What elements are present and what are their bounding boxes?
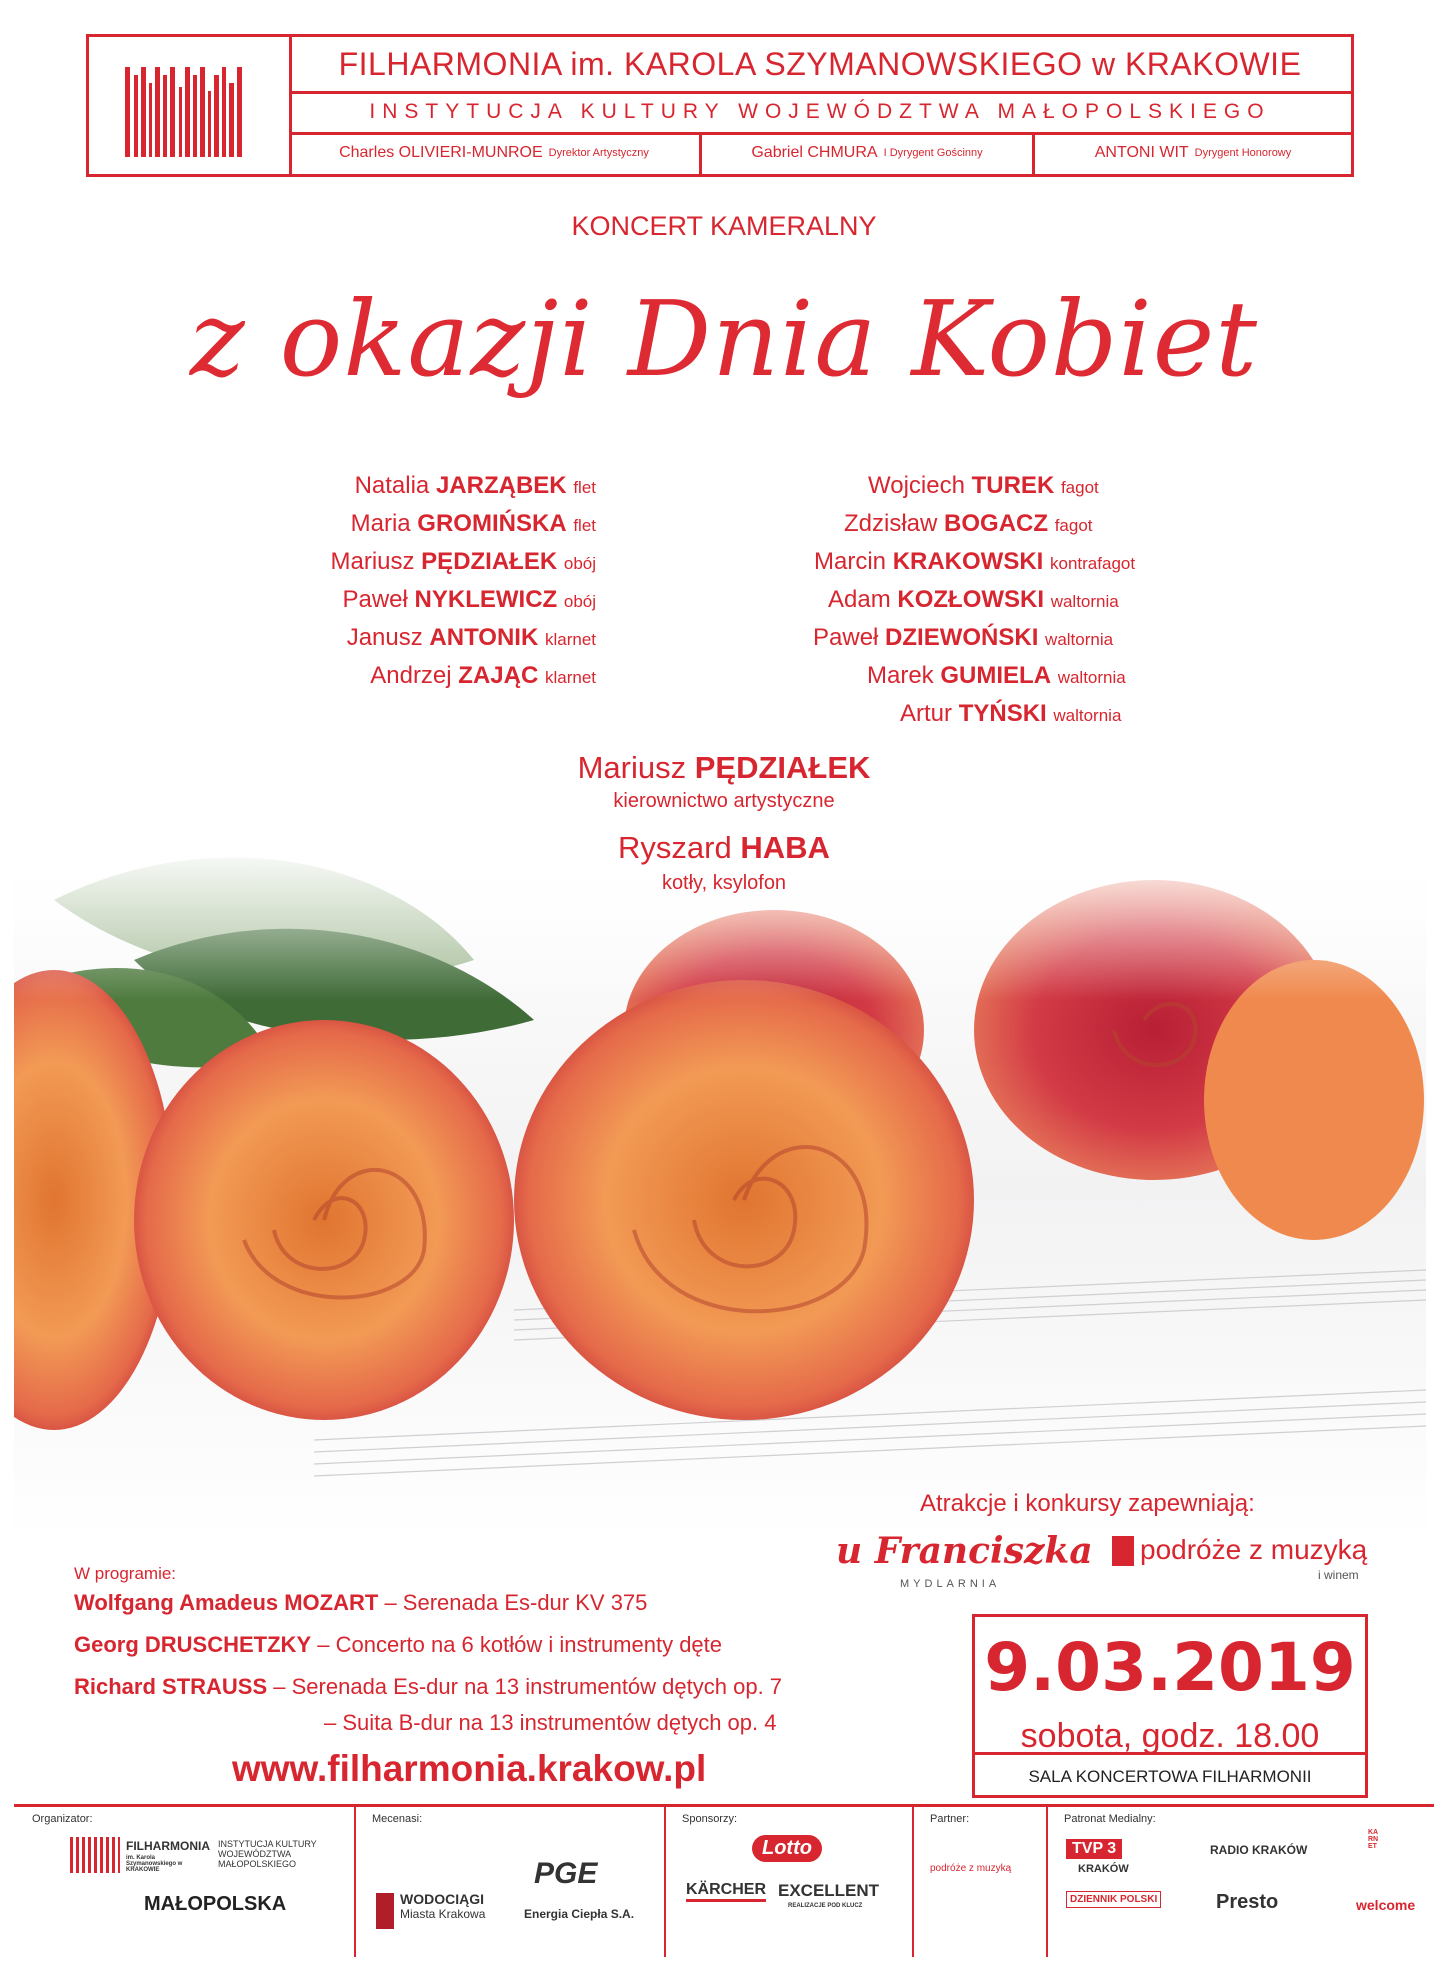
philharmonic-small-logo xyxy=(70,1837,120,1873)
program-item: Richard STRAUSS – Serenada Es-dur na 13 instrumentów dętych op. 7 xyxy=(74,1674,783,1699)
media-tvp3-sub: KRAKÓW xyxy=(1078,1863,1129,1875)
staff-name: ANTONI WIT xyxy=(1094,144,1189,161)
sponsor-excellent-sub: REALIZACJE POD KLUCZ xyxy=(788,1903,863,1909)
concert-type: KONCERT KAMERALNY xyxy=(571,211,877,241)
staff-honorary-conductor xyxy=(1035,132,1351,174)
performer: Marek GUMIELA waltornia xyxy=(867,662,1126,689)
org-logo-filharmonia: FILHARMONIA xyxy=(126,1839,210,1853)
artistic-director-role: kierownictwo artystyczne xyxy=(613,790,835,812)
performer: Zdzisław BOGACZ fagot xyxy=(844,510,1093,537)
org-logo-filharmonia-sub: im. Karola Szymanowskiego w KRAKOWIE xyxy=(126,1855,183,1873)
performer: Janusz ANTONIK klarnet xyxy=(346,624,596,651)
media-welcome: welcome xyxy=(1356,1897,1416,1913)
attractions-label: Atrakcje i konkursy zapewniają: xyxy=(920,1490,1255,1517)
media-dziennik: DZIENNIK POLSKI xyxy=(1066,1891,1161,1908)
performer: Wojciech TUREK fagot xyxy=(868,472,1099,499)
event-venue: SALA KONCERTOWA FILHARMONII xyxy=(972,1752,1368,1798)
organizer-label: Organizator: xyxy=(32,1813,93,1825)
patron-pge: PGE xyxy=(534,1857,598,1890)
staff-guest-conductor xyxy=(702,132,1035,174)
artistic-director: Mariusz PĘDZIAŁEK xyxy=(577,750,871,785)
guest-performer: Ryszard HABA xyxy=(618,830,830,865)
patron-pge-sub: Energia Ciepła S.A. xyxy=(524,1907,635,1921)
patrons-label: Mecenasi: xyxy=(372,1813,423,1825)
partner-column xyxy=(912,1807,1048,1957)
roses-photo xyxy=(14,840,1426,1540)
podroze-icon xyxy=(1112,1536,1134,1566)
sponsor-lotto: Lotto xyxy=(752,1835,822,1862)
patron-wodociagi: WODOCIĄGI xyxy=(400,1891,484,1907)
staff-name: Gabriel CHMURA xyxy=(751,144,878,161)
philharmonic-name: FILHARMONIA im. KAROLA SZYMANOWSKIEGO w KRAKOWIE xyxy=(289,37,1351,94)
staff-role: Dyrektor Artystyczny xyxy=(548,147,649,159)
sponsor-podroze-sub: i winem xyxy=(1318,1568,1359,1582)
header-box xyxy=(86,34,1354,177)
sponsor-excellent: EXCELLENT xyxy=(778,1881,880,1900)
media-karnet: KARNET xyxy=(1368,1829,1379,1850)
media-presto: Presto xyxy=(1216,1891,1279,1913)
footer-sponsors xyxy=(14,1804,1434,1967)
patrons-column xyxy=(354,1807,666,1957)
sponsor-karcher: KÄRCHER xyxy=(686,1881,766,1902)
partner-label: Partner: xyxy=(930,1813,970,1825)
staff-name: Charles OLIVIERI-MUNROE xyxy=(339,144,543,161)
concert-title: z okazji Dnia Kobiet xyxy=(189,278,1259,400)
patron-wodociagi-sub: Miasta Krakowa xyxy=(400,1907,486,1921)
performer: Paweł DZIEWOŃSKI waltornia xyxy=(813,624,1114,651)
performer: Artur TYŃSKI waltornia xyxy=(900,700,1122,727)
program-label: W programie: xyxy=(74,1564,177,1583)
performer: Mariusz PĘDZIAŁEK obój xyxy=(330,548,596,575)
sponsors-label: Sponsorzy: xyxy=(682,1813,738,1825)
staff-role: Dyrygent Honorowy xyxy=(1194,147,1292,159)
org-logo-malopolska: MAŁOPOLSKA xyxy=(144,1893,287,1915)
website-link[interactable]: www.filharmonia.krakow.pl xyxy=(232,1748,707,1789)
institution-name: INSTYTUCJA KULTURY WOJEWÓDZTWA MAŁOPOLSKIEGO xyxy=(289,91,1351,135)
krakow-crest-icon xyxy=(376,1893,394,1929)
staff-director xyxy=(289,132,702,174)
program-item: Georg DRUSCHETZKY – Concerto na 6 kotłów i instrumenty dęte xyxy=(74,1632,723,1657)
guest-performer-role: kotły, ksylofon xyxy=(661,872,787,894)
partner-podroze: podróże z muzyką xyxy=(930,1863,1012,1874)
sponsor-podroze-logo: podróże z muzyką xyxy=(1140,1534,1368,1565)
performer: Paweł NYKLEWICZ obój xyxy=(342,586,596,613)
program-item: Wolfgang Amadeus MOZART – Serenada Es-dur KV 375 xyxy=(74,1590,648,1615)
performer: Andrzej ZAJĄC klarnet xyxy=(370,662,596,689)
philharmonic-logo xyxy=(89,37,292,174)
sponsor-franciszka-sub: MYDLARNIA xyxy=(900,1578,1001,1590)
performer: Natalia JARZĄBEK flet xyxy=(354,472,596,499)
sponsors-column xyxy=(664,1807,914,1957)
performer: Maria GROMIŃSKA flet xyxy=(350,510,596,537)
media-column xyxy=(1046,1807,1434,1957)
staff-row xyxy=(289,132,1351,174)
event-time: sobota, godz. 18.00 xyxy=(1020,1717,1320,1755)
staff-role: I Dyrygent Gościnny xyxy=(883,147,983,159)
media-radio-krakow: RADIO KRAKÓW xyxy=(1210,1843,1308,1857)
event-date: 9.03.2019 xyxy=(984,1629,1356,1706)
sponsor-franciszka-logo: u Franciszka xyxy=(836,1530,1093,1572)
org-logo-institution: INSTYTUCJA KULTURY WOJEWÓDZTWA MAŁOPOLSKIEGO xyxy=(218,1839,317,1869)
program-item: – Suita B-dur na 13 instrumentów dętych op. 4 xyxy=(324,1710,777,1735)
performer: Adam KOZŁOWSKI waltornia xyxy=(828,586,1119,613)
organizer-column xyxy=(14,1807,356,1957)
performer: Marcin KRAKOWSKI kontrafagot xyxy=(814,548,1136,575)
media-label: Patronat Medialny: xyxy=(1064,1813,1156,1825)
media-tvp3: TVP 3 xyxy=(1066,1839,1122,1859)
